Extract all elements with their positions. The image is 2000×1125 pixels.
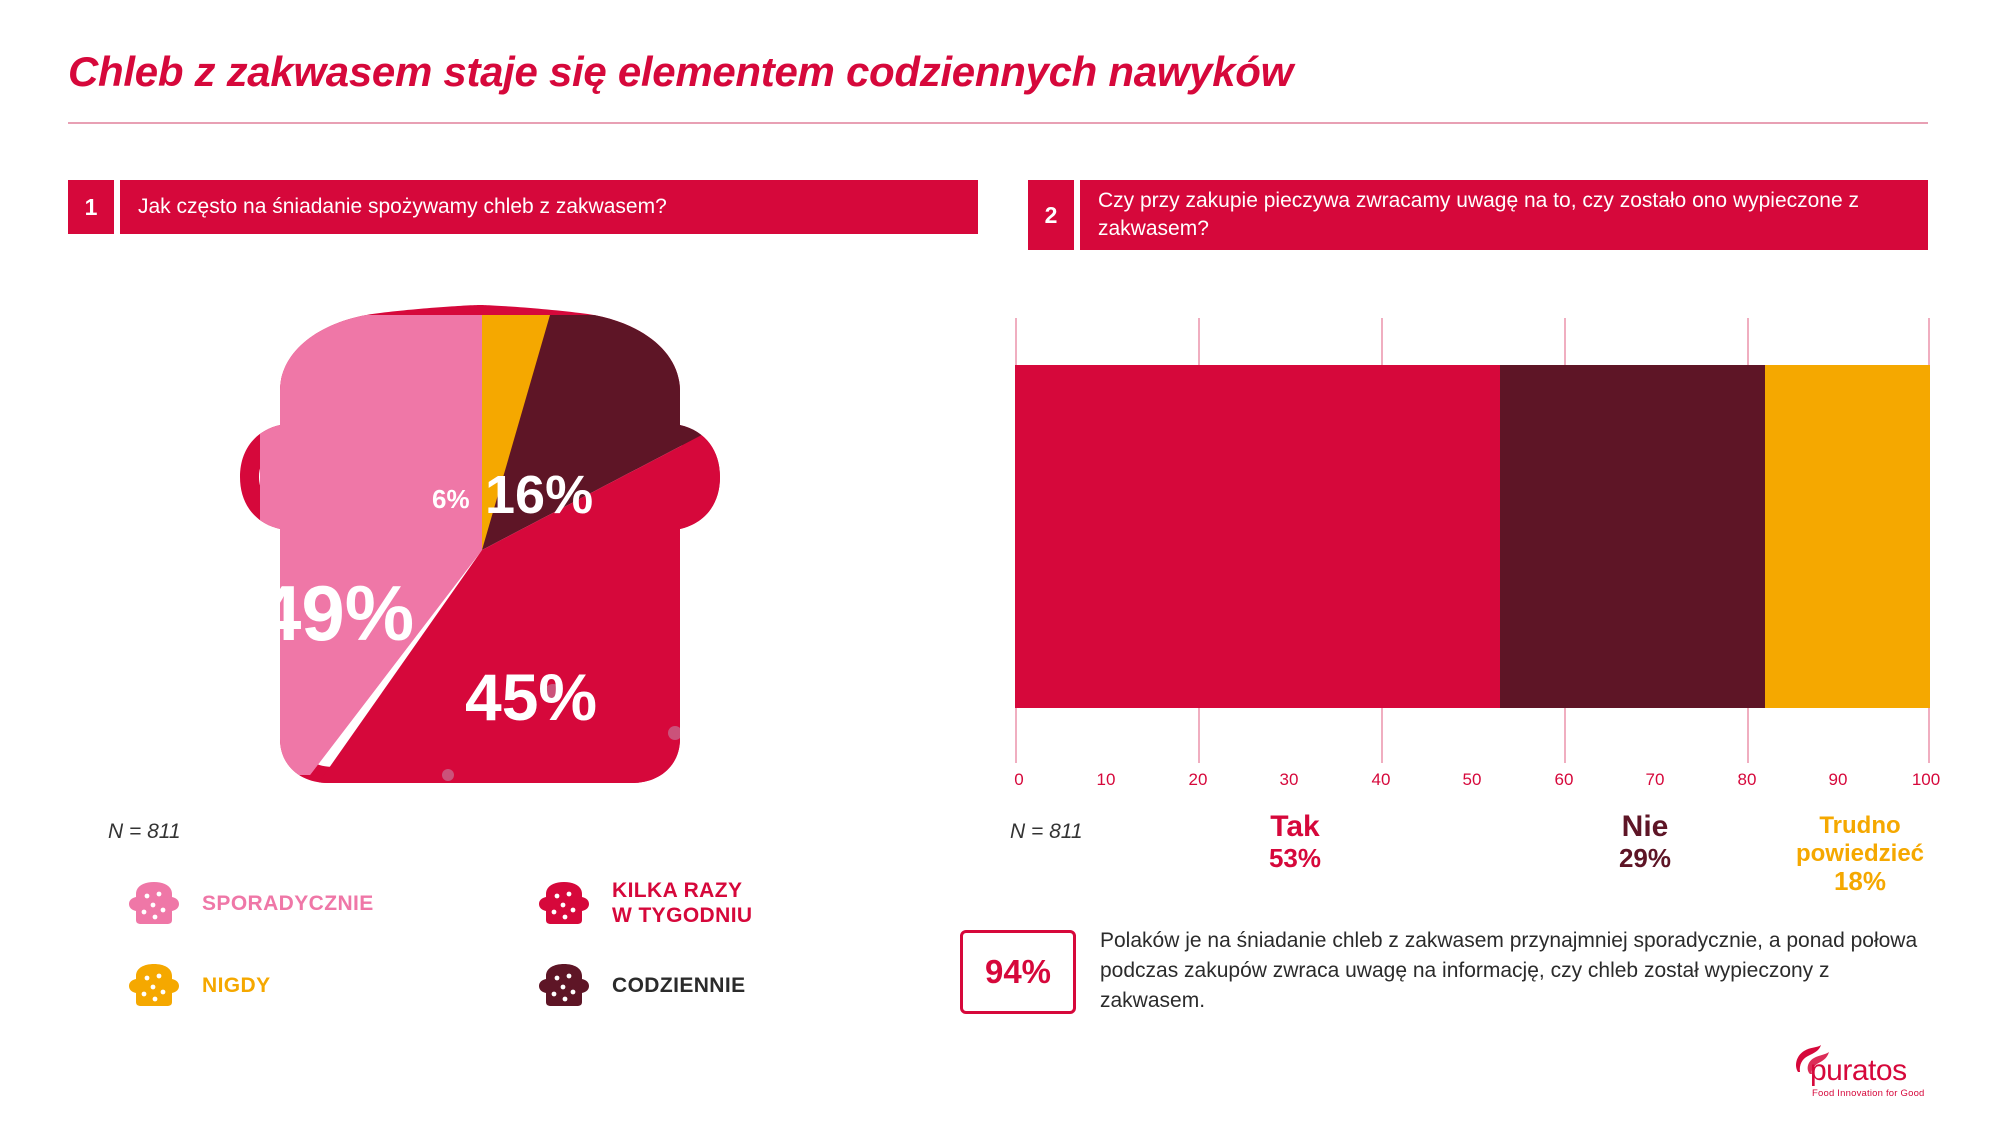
bar-legend — [1015, 810, 1930, 920]
bread-pie-chart — [220, 295, 740, 805]
callout-text: Polaków je na śniadanie chleb z zakwasem przynajmniej sporadycznie, a ponad połowa podczas zakupów zwraca uwagę na informację, czy chleb został wypieczony z zakwasem. — [1100, 929, 1918, 1012]
legend-label-nigdy: NIGDY — [202, 973, 271, 997]
axis-tick-50: 50 — [1462, 770, 1482, 789]
bar-legend-tak — [1205, 810, 1385, 873]
axis-tick-0: 0 — [1014, 770, 1024, 789]
pie-label-codziennie: 16% — [485, 465, 594, 525]
question-1-text: Jak często na śniadanie spożywamy chleb z zakwasem? — [120, 180, 978, 234]
pie-label-nigdy: 6% — [432, 484, 470, 514]
bread-slice-maroon-icon — [538, 962, 590, 1008]
bar-segment-tak — [1015, 365, 1500, 708]
bar-segment-trudno-powiedziec — [1765, 365, 1930, 708]
axis-tick-90: 90 — [1828, 770, 1848, 789]
bar-segments — [1015, 365, 1930, 708]
legend-label-sporadycznie: SPORADYCZNIE — [202, 891, 374, 915]
axis-tick-70: 70 — [1645, 770, 1665, 789]
legend-item-nigdy — [128, 962, 538, 1008]
axis-tick-100: 100 — [1911, 770, 1941, 789]
question-2-text: Czy przy zakupie pieczywa zwracamy uwagę na to, czy zostało ono wypieczone z zakwasem? — [1080, 180, 1928, 250]
question-1-banner — [68, 180, 978, 234]
pie-legend — [128, 878, 948, 1042]
axis-tick-80: 80 — [1737, 770, 1757, 789]
bar-legend-nie — [1555, 810, 1735, 873]
axis-tick-60: 60 — [1554, 770, 1574, 789]
legend-item-kilka-razy — [538, 878, 948, 928]
left-sample-size: N = 811 — [108, 820, 181, 843]
axis-tick-20: 20 — [1188, 770, 1208, 789]
bread-pie-svg — [220, 295, 740, 805]
pie-label-kilka-razy: 45% — [465, 660, 598, 734]
page-title: Chleb z zakwasem staje się elementem codziennych nawyków — [68, 48, 1294, 95]
bar-legend-trudno-line1: Trudno — [1819, 812, 1901, 839]
callout-block — [960, 930, 1940, 1038]
bar-legend-nie-value: 29% — [1618, 842, 1672, 873]
puratos-logo — [1790, 1038, 1940, 1100]
bar-legend-tak-label: Tak — [1270, 810, 1320, 843]
legend-row-2 — [128, 962, 948, 1008]
bar-legend-nie-label: Nie — [1621, 810, 1669, 843]
bread-slice-crimson-icon — [538, 880, 590, 926]
legend-label-codziennie: CODZIENNIE — [612, 973, 746, 997]
axis-tick-30: 30 — [1279, 770, 1299, 789]
right-sample-size: N = 811 — [1010, 820, 1083, 843]
bread-slice-pink-icon — [128, 880, 180, 926]
axis-tick-40: 40 — [1371, 770, 1391, 789]
legend-label-kilka-razy-line2: W TYGODNIU — [612, 904, 753, 928]
question-2-banner — [1028, 180, 1928, 250]
bar-axis-labels — [1014, 770, 1941, 794]
legend-label-kilka-razy-line1: KILKA RAZY — [612, 879, 743, 902]
bar-segment-nie — [1500, 365, 1765, 708]
question-1-number: 1 — [68, 180, 114, 234]
question-2-number: 2 — [1028, 180, 1074, 250]
stacked-bar-chart — [1014, 318, 1941, 789]
bread-slice-amber-icon — [128, 962, 180, 1008]
legend-item-sporadycznie — [128, 880, 538, 926]
puratos-tagline: Food Innovation for Good — [1812, 1088, 1925, 1099]
bar-legend-trudno-value: 18% — [1833, 866, 1887, 897]
pie-label-sporadycznie: 49% — [258, 569, 415, 657]
bar-legend-trudno-powiedziec — [1760, 812, 1960, 897]
bar-legend-tak-value: 53% — [1268, 842, 1322, 873]
bar-legend-trudno-line2: powiedzieć — [1795, 839, 1925, 867]
title-divider — [68, 122, 1928, 124]
callout-value: 94% — [960, 930, 1076, 1014]
axis-tick-10: 10 — [1096, 770, 1116, 789]
legend-row-1 — [128, 878, 948, 928]
legend-item-codziennie — [538, 962, 948, 1008]
legend-label-kilka-razy — [612, 878, 753, 928]
puratos-wordmark: puratos — [1810, 1054, 1907, 1087]
